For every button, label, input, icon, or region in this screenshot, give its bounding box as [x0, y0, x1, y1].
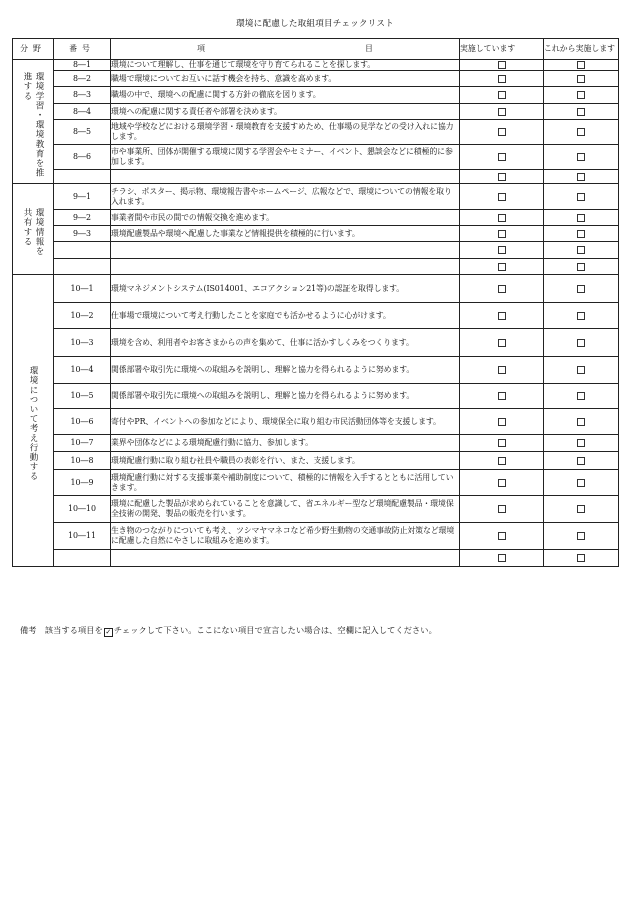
done-checkbox[interactable]	[498, 285, 506, 293]
done-cell	[460, 470, 544, 496]
table-row	[13, 496, 619, 523]
item-number: 10―2	[54, 303, 111, 329]
item-text: 仕事場で環境について考え行動したことを家庭でも活かせるように心がけます。	[111, 303, 460, 329]
page-title: 環境に配慮した取組項目チェックリスト	[236, 19, 394, 29]
item-number: 8―3	[54, 87, 111, 104]
item-text: 環境への配慮に関する責任者や部署を決めます。	[111, 104, 460, 120]
plan-cell	[544, 357, 619, 384]
done-cell	[460, 550, 544, 567]
plan-cell	[544, 303, 619, 329]
plan-cell	[544, 550, 619, 567]
item-number: 10―1	[54, 275, 111, 303]
done-cell	[460, 259, 544, 275]
done-checkbox[interactable]	[498, 312, 506, 320]
done-checkbox[interactable]	[498, 366, 506, 374]
item-number: 8―6	[54, 145, 111, 170]
table-row	[13, 384, 619, 409]
table-row	[13, 303, 619, 329]
done-checkbox[interactable]	[498, 392, 506, 400]
plan-checkbox[interactable]	[577, 214, 585, 222]
header-item	[111, 39, 460, 60]
item-text: 環境について理解し、仕事を通じて環境を守り育てられることを探します。	[111, 60, 460, 71]
plan-cell	[544, 259, 619, 275]
category-label: 共有する	[22, 208, 32, 247]
item-text: 関係部署や取引先に環境への取組みを説明し、理解と協力を得られるように努めます。	[111, 384, 460, 409]
plan-cell	[544, 329, 619, 357]
table-row	[13, 435, 619, 452]
plan-checkbox[interactable]	[577, 173, 585, 181]
item-text: 関係部署や取引先に環境への取組みを説明し、理解と協力を得られるように努めます。	[111, 357, 460, 384]
done-checkbox[interactable]	[498, 108, 506, 116]
done-checkbox[interactable]	[498, 91, 506, 99]
done-cell	[460, 523, 544, 550]
plan-cell	[544, 242, 619, 259]
done-cell	[460, 71, 544, 87]
done-checkbox[interactable]	[498, 339, 506, 347]
done-checkbox[interactable]	[498, 193, 506, 201]
item-text: 環境配慮行動に取り組む社員や職員の表彰を行い、また、支援します。	[111, 452, 460, 470]
done-cell	[460, 170, 544, 184]
item-number: 10―6	[54, 409, 111, 435]
done-cell	[460, 145, 544, 170]
category-label: 進する	[22, 71, 32, 101]
plan-cell	[544, 384, 619, 409]
done-cell	[460, 226, 544, 242]
plan-cell	[544, 71, 619, 87]
checked-box-icon: ✓	[105, 628, 112, 636]
category-label: 環境学習・環境教育を推	[34, 71, 44, 178]
header-number: 番号	[54, 39, 111, 60]
header-item-left: 項	[197, 44, 205, 53]
plan-checkbox[interactable]	[577, 339, 585, 347]
item-text: 環境配慮製品や環境へ配慮した事業など情報提供を積極的に行います。	[111, 226, 460, 242]
item-text: 環境に配慮した製品が求められていることを意識して、省エネルギー型など環境配慮製品・環境保全技術の開発、製品の販売を行います。	[111, 496, 460, 523]
table-row	[13, 329, 619, 357]
done-checkbox[interactable]	[498, 230, 506, 238]
header-done: 実施しています	[460, 39, 544, 60]
done-cell	[460, 452, 544, 470]
item-number: 10―8	[54, 452, 111, 470]
plan-checkbox[interactable]	[577, 153, 585, 161]
item-text: 寄付やPR、イベントへの参加などにより、環境保全に取り組む市民活動団体等を支援します。	[111, 409, 460, 435]
item-text: 地域や学校などにおける環境学習・環境教育を支援すめため、仕事場の見学などの受け入れに協力します。	[111, 120, 460, 145]
item-text: 職場の中で、環境への配慮に関する方針の徹底を図ります。	[111, 87, 460, 104]
table-row	[13, 357, 619, 384]
table-row	[13, 550, 619, 567]
item-text[interactable]	[111, 550, 460, 567]
done-cell	[460, 275, 544, 303]
plan-cell	[544, 409, 619, 435]
item-number: 9―2	[54, 210, 111, 226]
plan-checkbox[interactable]	[577, 457, 585, 465]
section-category	[13, 275, 54, 567]
item-number: 10―9	[54, 470, 111, 496]
done-cell	[460, 104, 544, 120]
plan-checkbox[interactable]	[577, 230, 585, 238]
remarks-prefix: 備考 該当する項目を	[20, 625, 103, 635]
done-cell	[460, 409, 544, 435]
plan-checkbox[interactable]	[577, 554, 585, 562]
plan-checkbox[interactable]	[577, 246, 585, 254]
plan-checkbox[interactable]	[577, 505, 585, 513]
done-checkbox[interactable]	[498, 532, 506, 540]
table-row	[13, 523, 619, 550]
category-label: 環境情報を	[34, 208, 44, 256]
plan-cell	[544, 60, 619, 71]
remarks-note	[20, 625, 437, 637]
done-checkbox[interactable]	[498, 153, 506, 161]
table-row	[13, 104, 619, 120]
plan-checkbox[interactable]	[577, 128, 585, 136]
plan-checkbox[interactable]	[577, 439, 585, 447]
plan-checkbox[interactable]	[577, 418, 585, 426]
item-number	[54, 242, 111, 259]
item-number: 10―11	[54, 523, 111, 550]
plan-cell	[544, 452, 619, 470]
checklist-table	[12, 38, 619, 567]
section-category	[13, 184, 54, 275]
plan-cell	[544, 120, 619, 145]
table-row	[13, 120, 619, 145]
item-number: 10―3	[54, 329, 111, 357]
table-row	[13, 242, 619, 259]
item-number: 10―5	[54, 384, 111, 409]
plan-checkbox[interactable]	[577, 75, 585, 83]
table-row	[13, 259, 619, 275]
plan-checkbox[interactable]	[577, 263, 585, 271]
done-checkbox[interactable]	[498, 418, 506, 426]
done-checkbox[interactable]	[498, 479, 506, 487]
done-checkbox[interactable]	[498, 214, 506, 222]
done-checkbox[interactable]	[498, 554, 506, 562]
plan-cell	[544, 170, 619, 184]
plan-cell	[544, 523, 619, 550]
item-text[interactable]	[111, 170, 460, 184]
table-row	[13, 210, 619, 226]
done-cell	[460, 384, 544, 409]
table-row	[13, 470, 619, 496]
table-row	[13, 184, 619, 210]
header-item-right: 目	[365, 44, 373, 53]
item-text: 環境配慮行動に対する支援事業や補助制度について、積極的に情報を入手するとともに活用していきます。	[111, 470, 460, 496]
done-checkbox[interactable]	[498, 457, 506, 465]
table-row	[13, 409, 619, 435]
item-text: チラシ、ポスター、掲示物、環境報告書やホームページ、広報などで、環境についての情報を取り入れます。	[111, 184, 460, 210]
plan-cell	[544, 87, 619, 104]
done-cell	[460, 60, 544, 71]
plan-checkbox[interactable]	[577, 61, 585, 69]
table-row	[13, 275, 619, 303]
plan-cell	[544, 184, 619, 210]
done-checkbox[interactable]	[498, 246, 506, 254]
item-text[interactable]	[111, 259, 460, 275]
item-text: 職場で環境についてお互いに話す機会を持ち、意識を高めます。	[111, 71, 460, 87]
item-text: 環境を含め、利用者やお客さまからの声を集めて、仕事に活かすしくみをつくります。	[111, 329, 460, 357]
item-number: 8―4	[54, 104, 111, 120]
item-number	[54, 170, 111, 184]
done-checkbox[interactable]	[498, 173, 506, 181]
done-cell	[460, 357, 544, 384]
plan-checkbox[interactable]	[577, 532, 585, 540]
done-cell	[460, 496, 544, 523]
item-number: 10―10	[54, 496, 111, 523]
item-number: 10―4	[54, 357, 111, 384]
done-cell	[460, 303, 544, 329]
category-label: 環境について考え行動する	[28, 365, 38, 482]
plan-cell	[544, 496, 619, 523]
item-number: 10―7	[54, 435, 111, 452]
item-number: 8―1	[54, 60, 111, 71]
done-checkbox[interactable]	[498, 61, 506, 69]
plan-checkbox[interactable]	[577, 193, 585, 201]
done-checkbox[interactable]	[498, 263, 506, 271]
table-row	[13, 226, 619, 242]
plan-cell	[544, 210, 619, 226]
header-category: 分野	[13, 39, 54, 60]
remarks-suffix: チェックして下さい。ここにない項目で宣言したい場合は、空欄に記入してください。	[113, 625, 437, 635]
plan-checkbox[interactable]	[577, 108, 585, 116]
done-checkbox[interactable]	[498, 75, 506, 83]
section-category	[13, 60, 54, 184]
plan-checkbox[interactable]	[577, 312, 585, 320]
item-text: 業界や団体などによる環境配慮行動に協力、参加します。	[111, 435, 460, 452]
done-cell	[460, 242, 544, 259]
item-text: 事業者間や市民の間での情報交換を進めます。	[111, 210, 460, 226]
plan-checkbox[interactable]	[577, 366, 585, 374]
item-number: 8―2	[54, 71, 111, 87]
plan-cell	[544, 145, 619, 170]
done-cell	[460, 329, 544, 357]
header-plan: これから実施します	[544, 39, 619, 60]
item-text[interactable]	[111, 242, 460, 259]
table-row	[13, 145, 619, 170]
plan-cell	[544, 275, 619, 303]
done-cell	[460, 210, 544, 226]
done-checkbox[interactable]	[498, 505, 506, 513]
done-cell	[460, 184, 544, 210]
done-cell	[460, 435, 544, 452]
done-checkbox[interactable]	[498, 128, 506, 136]
done-cell	[460, 87, 544, 104]
table-row	[13, 60, 619, 71]
plan-cell	[544, 470, 619, 496]
item-number	[54, 259, 111, 275]
item-text: 環境マネジメントシステム(IS014001、エコアクション21等)の認証を取得します。	[111, 275, 460, 303]
plan-checkbox[interactable]	[577, 285, 585, 293]
table-row	[13, 170, 619, 184]
item-number	[54, 550, 111, 567]
item-text: 生き物のつながりについても考え、ツシマヤマネコなど希少野生動物の交通事故防止対策など環境に配慮した自然にやさしに取組みを進めます。	[111, 523, 460, 550]
item-number: 9―3	[54, 226, 111, 242]
item-text: 市や事業所、団体が開催する環境に関する学習会やセミナー、イベント、懇談会などに積極的に参加します。	[111, 145, 460, 170]
plan-checkbox[interactable]	[577, 479, 585, 487]
table-row	[13, 71, 619, 87]
plan-cell	[544, 435, 619, 452]
plan-checkbox[interactable]	[577, 91, 585, 99]
plan-checkbox[interactable]	[577, 392, 585, 400]
header-row	[13, 39, 619, 60]
plan-cell	[544, 104, 619, 120]
item-number: 8―5	[54, 120, 111, 145]
table-row	[13, 87, 619, 104]
plan-cell	[544, 226, 619, 242]
item-number: 9―1	[54, 184, 111, 210]
done-checkbox[interactable]	[498, 439, 506, 447]
done-cell	[460, 120, 544, 145]
table-row	[13, 452, 619, 470]
